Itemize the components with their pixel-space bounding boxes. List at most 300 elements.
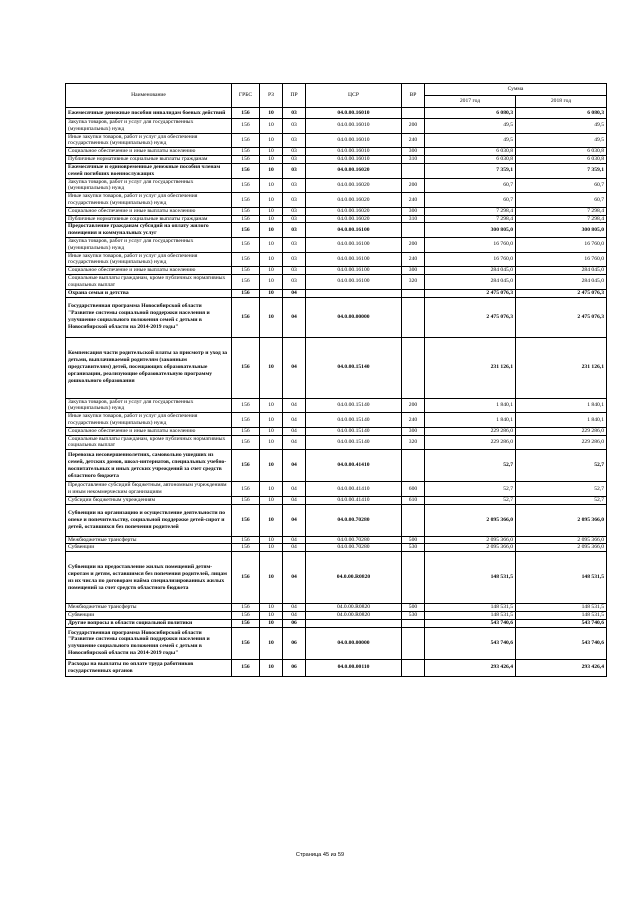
cell-y2017: 6 030,8 bbox=[425, 156, 516, 164]
cell-csr: 04.0.00.00110 bbox=[306, 659, 402, 676]
cell-pr: 04 bbox=[283, 427, 306, 435]
cell-rz: 10 bbox=[260, 398, 283, 413]
cell-name: Межбюджетные трансферты bbox=[66, 536, 232, 544]
cell-y2017: 49,5 bbox=[425, 119, 516, 134]
cell-y2017: 52,7 bbox=[425, 496, 516, 504]
cell-pr: 04 bbox=[283, 398, 306, 413]
cell-pr: 04 bbox=[283, 544, 306, 552]
cell-pr: 06 bbox=[283, 619, 306, 627]
cell-rz: 10 bbox=[260, 193, 283, 208]
cell-name: Государственная программа Новосибирской области "Развитие системы социальной поддержки населения и улучшение социального положения семей с детьми в Новосибирской области на 2014-2019 годы" bbox=[66, 297, 232, 337]
cell-grbs: 156 bbox=[232, 659, 260, 676]
cell-csr: 04.0.00.16020 bbox=[306, 163, 402, 178]
cell-grbs: 156 bbox=[232, 275, 260, 290]
cell-vr: 300 bbox=[402, 427, 425, 435]
table-row bbox=[66, 544, 607, 552]
cell-csr: 04.0.00.15140 bbox=[306, 413, 402, 428]
table-row bbox=[66, 427, 607, 435]
header-csr: ЦСР bbox=[306, 84, 402, 108]
cell-grbs: 156 bbox=[232, 252, 260, 267]
header-year-2018: 2018 год bbox=[516, 96, 607, 108]
cell-pr: 04 bbox=[283, 604, 306, 612]
cell-rz: 10 bbox=[260, 544, 283, 552]
table-row bbox=[66, 337, 607, 398]
cell-csr: 04.0.00.16010 bbox=[306, 148, 402, 156]
header-year-2017: 2017 год bbox=[425, 96, 516, 108]
cell-grbs: 156 bbox=[232, 238, 260, 253]
cell-grbs: 156 bbox=[232, 163, 260, 178]
cell-rz: 10 bbox=[260, 108, 283, 119]
cell-y2017: 284 045,0 bbox=[425, 267, 516, 275]
cell-vr: 240 bbox=[402, 133, 425, 148]
cell-vr: 200 bbox=[402, 178, 425, 193]
cell-csr: 04.0.00.R0820 bbox=[306, 604, 402, 612]
cell-grbs: 156 bbox=[232, 148, 260, 156]
cell-y2018: 6 030,8 bbox=[516, 156, 607, 164]
cell-name: Публичные нормативные социальные выплаты гражданам bbox=[66, 215, 232, 223]
header-rz: РЗ bbox=[260, 84, 283, 108]
cell-y2017: 60,7 bbox=[425, 193, 516, 208]
cell-y2018: 231 126,1 bbox=[516, 337, 607, 398]
cell-grbs: 156 bbox=[232, 496, 260, 504]
cell-vr: 610 bbox=[402, 496, 425, 504]
cell-grbs: 156 bbox=[232, 215, 260, 223]
cell-y2018: 229 286,0 bbox=[516, 427, 607, 435]
cell-grbs: 156 bbox=[232, 119, 260, 134]
cell-csr: 04.0.00.16100 bbox=[306, 238, 402, 253]
cell-y2018: 543 740,6 bbox=[516, 627, 607, 659]
cell-pr: 03 bbox=[283, 267, 306, 275]
cell-name: Публичные нормативные социальные выплаты гражданам bbox=[66, 156, 232, 164]
cell-pr: 04 bbox=[283, 413, 306, 428]
table-row bbox=[66, 252, 607, 267]
cell-pr: 03 bbox=[283, 193, 306, 208]
cell-csr: 04.0.00.R0820 bbox=[306, 552, 402, 604]
cell-grbs: 156 bbox=[232, 133, 260, 148]
cell-grbs: 156 bbox=[232, 619, 260, 627]
cell-vr: 200 bbox=[402, 238, 425, 253]
cell-rz: 10 bbox=[260, 275, 283, 290]
cell-vr: 300 bbox=[402, 207, 425, 215]
cell-rz: 10 bbox=[260, 178, 283, 193]
cell-pr: 03 bbox=[283, 275, 306, 290]
table-row bbox=[66, 133, 607, 148]
header-pr: ПР bbox=[283, 84, 306, 108]
cell-csr: 04.0.00.41410 bbox=[306, 482, 402, 497]
cell-pr: 06 bbox=[283, 659, 306, 676]
cell-vr: 500 bbox=[402, 604, 425, 612]
cell-vr: 320 bbox=[402, 275, 425, 290]
cell-csr: 04.0.00.16100 bbox=[306, 275, 402, 290]
cell-pr: 06 bbox=[283, 627, 306, 659]
table-row bbox=[66, 267, 607, 275]
cell-rz: 10 bbox=[260, 207, 283, 215]
cell-name: Социальное обеспечение и иные выплаты населению bbox=[66, 427, 232, 435]
cell-y2017: 148 531,5 bbox=[425, 552, 516, 604]
cell-y2018: 300 805,0 bbox=[516, 223, 607, 238]
cell-rz: 10 bbox=[260, 659, 283, 676]
cell-rz: 10 bbox=[260, 289, 283, 297]
cell-csr: 04.0.00.16010 bbox=[306, 119, 402, 134]
cell-csr: 04.0.00.16100 bbox=[306, 252, 402, 267]
cell-y2017: 6 080,3 bbox=[425, 108, 516, 119]
cell-csr: 04.0.00.41410 bbox=[306, 496, 402, 504]
cell-pr: 03 bbox=[283, 207, 306, 215]
cell-rz: 10 bbox=[260, 552, 283, 604]
cell-rz: 10 bbox=[260, 267, 283, 275]
cell-y2018: 60,7 bbox=[516, 193, 607, 208]
cell-y2017: 293 426,4 bbox=[425, 659, 516, 676]
cell-name: Иные закупки товаров, работ и услуг для обеспечения государственных (муниципальных) нужд bbox=[66, 133, 232, 148]
cell-name: Социальное обеспечение и иные выплаты населению bbox=[66, 148, 232, 156]
cell-rz: 10 bbox=[260, 252, 283, 267]
cell-name: Ежемесячные денежные пособия инвалидам боевых действий bbox=[66, 108, 232, 119]
cell-rz: 10 bbox=[260, 619, 283, 627]
cell-grbs: 156 bbox=[232, 536, 260, 544]
cell-rz: 10 bbox=[260, 163, 283, 178]
cell-y2017: 7 298,4 bbox=[425, 215, 516, 223]
cell-vr bbox=[402, 450, 425, 482]
cell-rz: 10 bbox=[260, 504, 283, 536]
cell-grbs: 156 bbox=[232, 612, 260, 620]
table-row bbox=[66, 504, 607, 536]
cell-grbs: 156 bbox=[232, 297, 260, 337]
table-row bbox=[66, 619, 607, 627]
table-row bbox=[66, 552, 607, 604]
cell-vr bbox=[402, 289, 425, 297]
cell-csr bbox=[306, 289, 402, 297]
cell-grbs: 156 bbox=[232, 108, 260, 119]
table-row bbox=[66, 108, 607, 119]
cell-y2017: 49,5 bbox=[425, 133, 516, 148]
cell-rz: 10 bbox=[260, 215, 283, 223]
cell-rz: 10 bbox=[260, 238, 283, 253]
cell-name: Предоставление субсидий бюджетным, автономным учреждениям и иным некоммерческим организациям bbox=[66, 482, 232, 497]
cell-pr: 04 bbox=[283, 496, 306, 504]
header-sum: Сумма bbox=[425, 84, 607, 96]
cell-vr bbox=[402, 223, 425, 238]
cell-csr: 04.0.00.70280 bbox=[306, 504, 402, 536]
cell-y2017: 16 760,0 bbox=[425, 238, 516, 253]
cell-pr: 03 bbox=[283, 156, 306, 164]
cell-name: Расходы на выплаты по оплате труда работников государственных органов bbox=[66, 659, 232, 676]
cell-vr bbox=[402, 108, 425, 119]
cell-csr: 04.0.00.70280 bbox=[306, 536, 402, 544]
cell-y2018: 229 286,0 bbox=[516, 435, 607, 450]
table-row bbox=[66, 435, 607, 450]
table-row bbox=[66, 627, 607, 659]
cell-pr: 04 bbox=[283, 612, 306, 620]
cell-vr bbox=[402, 297, 425, 337]
cell-csr: 04.0.00.16020 bbox=[306, 215, 402, 223]
cell-pr: 04 bbox=[283, 504, 306, 536]
cell-grbs: 156 bbox=[232, 193, 260, 208]
cell-y2018: 52,7 bbox=[516, 496, 607, 504]
table-row bbox=[66, 413, 607, 428]
cell-pr: 04 bbox=[283, 536, 306, 544]
cell-vr: 500 bbox=[402, 536, 425, 544]
cell-vr: 300 bbox=[402, 267, 425, 275]
cell-rz: 10 bbox=[260, 413, 283, 428]
cell-name: Межбюджетные трансферты bbox=[66, 604, 232, 612]
cell-y2018: 2 095 366,0 bbox=[516, 544, 607, 552]
cell-y2018: 293 426,4 bbox=[516, 659, 607, 676]
cell-y2017: 7 298,4 bbox=[425, 207, 516, 215]
cell-vr bbox=[402, 504, 425, 536]
cell-y2017: 2 475 076,3 bbox=[425, 289, 516, 297]
cell-name: Закупка товаров, работ и услуг для государственных (муниципальных) нужд bbox=[66, 238, 232, 253]
table-row bbox=[66, 275, 607, 290]
cell-csr: 04.0.00.16020 bbox=[306, 178, 402, 193]
cell-y2018: 16 760,0 bbox=[516, 252, 607, 267]
cell-name: Иные закупки товаров, работ и услуг для обеспечения государственных (муниципальных) нужд bbox=[66, 193, 232, 208]
cell-csr: 04.0.00.00000 bbox=[306, 297, 402, 337]
table-row bbox=[66, 289, 607, 297]
table-row bbox=[66, 496, 607, 504]
cell-grbs: 156 bbox=[232, 156, 260, 164]
cell-csr: 04.0.00.16100 bbox=[306, 267, 402, 275]
cell-pr: 03 bbox=[283, 133, 306, 148]
table-row bbox=[66, 659, 607, 676]
cell-vr: 530 bbox=[402, 544, 425, 552]
cell-name: Государственная программа Новосибирской области "Развитие системы социальной поддержки населения и улучшение социального положения семей с детьми в Новосибирской области на 2014-2019 годы" bbox=[66, 627, 232, 659]
cell-name: Перевозка несовершеннолетних, самовольно ушедших из семей, детских домов, школ-интернатов, специальных учебно-воспитательных и иных детских учреждений за счет средств областного бюджета bbox=[66, 450, 232, 482]
cell-y2017: 52,7 bbox=[425, 450, 516, 482]
cell-vr bbox=[402, 163, 425, 178]
cell-y2018: 49,5 bbox=[516, 119, 607, 134]
cell-grbs: 156 bbox=[232, 337, 260, 398]
cell-rz: 10 bbox=[260, 133, 283, 148]
cell-y2018: 7 359,1 bbox=[516, 163, 607, 178]
table-row bbox=[66, 178, 607, 193]
cell-vr bbox=[402, 552, 425, 604]
page-number: Страница 45 из 59 bbox=[295, 852, 345, 858]
cell-grbs: 156 bbox=[232, 450, 260, 482]
cell-name: Предоставление гражданам субсидий на оплату жилого помещения и коммунальных услуг bbox=[66, 223, 232, 238]
cell-y2017: 6 030,8 bbox=[425, 148, 516, 156]
cell-vr: 300 bbox=[402, 148, 425, 156]
cell-pr: 03 bbox=[283, 215, 306, 223]
table-row bbox=[66, 604, 607, 612]
cell-y2017: 60,7 bbox=[425, 178, 516, 193]
cell-rz: 10 bbox=[260, 450, 283, 482]
cell-csr: 04.0.00.15140 bbox=[306, 435, 402, 450]
cell-rz: 10 bbox=[260, 337, 283, 398]
table-row bbox=[66, 612, 607, 620]
cell-grbs: 156 bbox=[232, 207, 260, 215]
table-row bbox=[66, 193, 607, 208]
cell-grbs: 156 bbox=[232, 552, 260, 604]
cell-name: Социальное обеспечение и иные выплаты населению bbox=[66, 207, 232, 215]
cell-pr: 04 bbox=[283, 552, 306, 604]
cell-csr: 04.0.00.16010 bbox=[306, 133, 402, 148]
cell-y2018: 2 475 076,3 bbox=[516, 297, 607, 337]
cell-rz: 10 bbox=[260, 536, 283, 544]
cell-y2018: 1 840,1 bbox=[516, 398, 607, 413]
cell-y2017: 231 126,1 bbox=[425, 337, 516, 398]
cell-name: Ежемесячные и единовременные денежные пособия членам семей погибших военнослужащих bbox=[66, 163, 232, 178]
cell-y2018: 60,7 bbox=[516, 178, 607, 193]
cell-pr: 03 bbox=[283, 252, 306, 267]
cell-vr: 240 bbox=[402, 413, 425, 428]
cell-csr: 04.0.00.41410 bbox=[306, 450, 402, 482]
cell-csr: 04.0.00.16020 bbox=[306, 193, 402, 208]
cell-grbs: 156 bbox=[232, 544, 260, 552]
cell-grbs: 156 bbox=[232, 482, 260, 497]
cell-csr bbox=[306, 619, 402, 627]
cell-y2018: 2 095 366,0 bbox=[516, 504, 607, 536]
cell-y2018: 148 531,5 bbox=[516, 604, 607, 612]
cell-name: Субвенции bbox=[66, 544, 232, 552]
table-row bbox=[66, 238, 607, 253]
cell-pr: 03 bbox=[283, 108, 306, 119]
cell-name: Иные закупки товаров, работ и услуг для обеспечения государственных (муниципальных) нужд bbox=[66, 252, 232, 267]
cell-csr: 04.0.00.16010 bbox=[306, 108, 402, 119]
cell-name: Компенсация части родительской платы за присмотр и уход за детьми, выплачиваемой родителям (законным представителям) детей, посещающих образовательные организации, реализующие образовательную программу дошкольного образования bbox=[66, 337, 232, 398]
cell-rz: 10 bbox=[260, 427, 283, 435]
cell-y2018: 1 840,1 bbox=[516, 413, 607, 428]
cell-rz: 10 bbox=[260, 612, 283, 620]
cell-name: Иные закупки товаров, работ и услуг для обеспечения государственных (муниципальных) нужд bbox=[66, 413, 232, 428]
cell-pr: 03 bbox=[283, 163, 306, 178]
cell-name: Субвенции bbox=[66, 612, 232, 620]
cell-csr: 04.0.00.70280 bbox=[306, 544, 402, 552]
cell-y2018: 6 030,8 bbox=[516, 148, 607, 156]
cell-vr: 240 bbox=[402, 193, 425, 208]
cell-pr: 03 bbox=[283, 238, 306, 253]
cell-grbs: 156 bbox=[232, 627, 260, 659]
cell-grbs: 156 bbox=[232, 267, 260, 275]
cell-y2017: 7 359,1 bbox=[425, 163, 516, 178]
cell-grbs: 156 bbox=[232, 413, 260, 428]
header-grbs: ГРБС bbox=[232, 84, 260, 108]
cell-grbs: 156 bbox=[232, 223, 260, 238]
cell-pr: 04 bbox=[283, 435, 306, 450]
cell-csr: 04.0.00.00000 bbox=[306, 627, 402, 659]
table-row bbox=[66, 156, 607, 164]
cell-y2018: 2 095 366,0 bbox=[516, 536, 607, 544]
cell-name: Социальные выплаты гражданам, кроме публичных нормативных социальных выплат bbox=[66, 275, 232, 290]
cell-pr: 03 bbox=[283, 223, 306, 238]
cell-vr bbox=[402, 337, 425, 398]
cell-y2017: 1 840,1 bbox=[425, 413, 516, 428]
cell-y2018: 6 080,3 bbox=[516, 108, 607, 119]
cell-grbs: 156 bbox=[232, 604, 260, 612]
cell-rz: 10 bbox=[260, 148, 283, 156]
cell-vr: 320 bbox=[402, 435, 425, 450]
table-row bbox=[66, 148, 607, 156]
cell-y2017: 148 531,5 bbox=[425, 604, 516, 612]
cell-rz: 10 bbox=[260, 297, 283, 337]
cell-pr: 04 bbox=[283, 450, 306, 482]
table-row bbox=[66, 482, 607, 497]
cell-grbs: 156 bbox=[232, 398, 260, 413]
cell-name: Закупка товаров, работ и услуг для государственных (муниципальных) нужд bbox=[66, 178, 232, 193]
cell-y2018: 52,7 bbox=[516, 482, 607, 497]
cell-name: Субсидии бюджетным учреждениям bbox=[66, 496, 232, 504]
cell-y2017: 148 531,5 bbox=[425, 612, 516, 620]
cell-y2017: 1 840,1 bbox=[425, 398, 516, 413]
cell-y2017: 284 045,0 bbox=[425, 275, 516, 290]
cell-vr bbox=[402, 659, 425, 676]
cell-y2017: 543 740,6 bbox=[425, 627, 516, 659]
table-row bbox=[66, 223, 607, 238]
cell-pr: 03 bbox=[283, 178, 306, 193]
cell-csr: 04.0.00.15140 bbox=[306, 398, 402, 413]
cell-y2018: 49,5 bbox=[516, 133, 607, 148]
cell-rz: 10 bbox=[260, 156, 283, 164]
cell-vr: 600 bbox=[402, 482, 425, 497]
cell-vr bbox=[402, 619, 425, 627]
cell-y2017: 2 095 366,0 bbox=[425, 544, 516, 552]
cell-vr: 530 bbox=[402, 612, 425, 620]
cell-pr: 04 bbox=[283, 482, 306, 497]
cell-y2017: 16 760,0 bbox=[425, 252, 516, 267]
table-row bbox=[66, 398, 607, 413]
table-row bbox=[66, 163, 607, 178]
cell-rz: 10 bbox=[260, 435, 283, 450]
cell-csr: 04.0.00.15140 bbox=[306, 337, 402, 398]
cell-y2017: 52,7 bbox=[425, 482, 516, 497]
cell-y2017: 2 475 076,3 bbox=[425, 297, 516, 337]
cell-name: Закупка товаров, работ и услуг для государственных (муниципальных) нужд bbox=[66, 398, 232, 413]
table-row bbox=[66, 215, 607, 223]
cell-pr: 03 bbox=[283, 119, 306, 134]
cell-csr: 04.0.00.16010 bbox=[306, 156, 402, 164]
cell-csr: 04.0.00.16020 bbox=[306, 207, 402, 215]
header-vr: ВР bbox=[402, 84, 425, 108]
cell-grbs: 156 bbox=[232, 435, 260, 450]
cell-grbs: 156 bbox=[232, 289, 260, 297]
cell-y2018: 52,7 bbox=[516, 450, 607, 482]
table-row bbox=[66, 536, 607, 544]
cell-rz: 10 bbox=[260, 627, 283, 659]
cell-rz: 10 bbox=[260, 119, 283, 134]
table-row bbox=[66, 119, 607, 134]
cell-pr: 04 bbox=[283, 337, 306, 398]
cell-vr: 200 bbox=[402, 119, 425, 134]
cell-name: Субвенции на предоставление жилых помещений детям-сиротам и детям, оставшимся без попечения родителей, лицам из их числа по договорам найма специализированных жилых помещений за счет средств областного бюджета bbox=[66, 552, 232, 604]
table-row bbox=[66, 207, 607, 215]
table-body bbox=[66, 108, 607, 677]
cell-y2017: 300 805,0 bbox=[425, 223, 516, 238]
cell-y2018: 148 531,5 bbox=[516, 552, 607, 604]
cell-vr bbox=[402, 627, 425, 659]
cell-y2018: 148 531,5 bbox=[516, 612, 607, 620]
cell-y2018: 7 298,4 bbox=[516, 207, 607, 215]
cell-y2017: 2 095 366,0 bbox=[425, 536, 516, 544]
cell-pr: 04 bbox=[283, 297, 306, 337]
cell-vr: 240 bbox=[402, 252, 425, 267]
cell-rz: 10 bbox=[260, 496, 283, 504]
cell-name: Закупка товаров, работ и услуг для государственных (муниципальных) нужд bbox=[66, 119, 232, 134]
cell-vr: 310 bbox=[402, 156, 425, 164]
cell-y2018: 2 475 076,3 bbox=[516, 289, 607, 297]
cell-y2018: 284 045,0 bbox=[516, 275, 607, 290]
cell-y2017: 229 286,0 bbox=[425, 427, 516, 435]
cell-y2018: 284 045,0 bbox=[516, 267, 607, 275]
cell-pr: 03 bbox=[283, 148, 306, 156]
cell-csr: 04.0.00.15140 bbox=[306, 427, 402, 435]
table-row bbox=[66, 297, 607, 337]
cell-y2018: 7 298,4 bbox=[516, 215, 607, 223]
cell-rz: 10 bbox=[260, 604, 283, 612]
table-row bbox=[66, 450, 607, 482]
header-name: Наименование bbox=[66, 84, 232, 108]
cell-rz: 10 bbox=[260, 482, 283, 497]
cell-y2018: 543 740,6 bbox=[516, 619, 607, 627]
cell-pr: 04 bbox=[283, 289, 306, 297]
